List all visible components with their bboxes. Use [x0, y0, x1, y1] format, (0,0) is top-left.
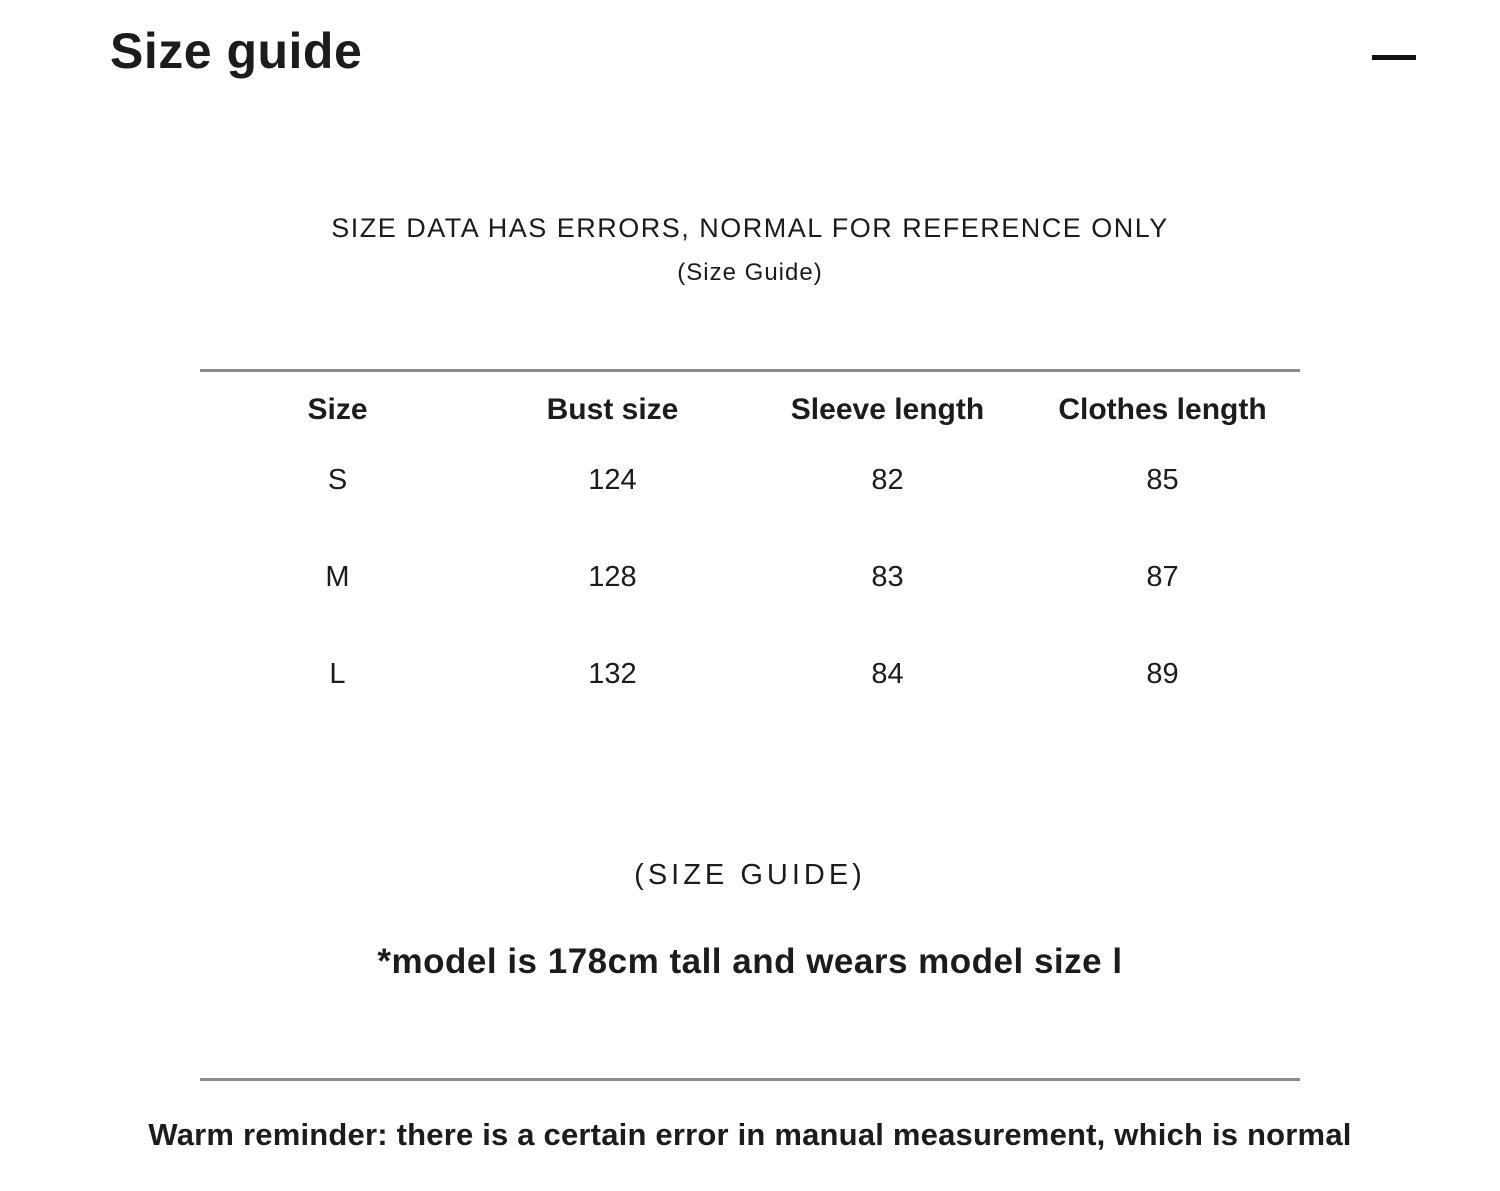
cell-bust-size: 132 [588, 658, 637, 690]
table-row [200, 529, 1300, 626]
size-guide-caption: (SIZE GUIDE) [634, 859, 866, 891]
cell-clothes-length: 85 [1146, 464, 1179, 496]
divider [200, 1078, 1300, 1081]
table-header-row [200, 388, 1300, 432]
size-notice-text: SIZE DATA HAS ERRORS, NORMAL FOR REFERENCE ONLY [331, 213, 1169, 243]
cell-clothes-length: 89 [1146, 658, 1179, 690]
cell-sleeve-length: 84 [871, 658, 904, 690]
cell-sleeve-length: 82 [871, 464, 904, 496]
table-row [200, 626, 1300, 723]
cell-size-label: S [327, 464, 348, 496]
page-title: Size guide [110, 23, 363, 79]
header-cell-sleeve-length: Sleeve length [790, 393, 985, 426]
cell-sleeve-length: 83 [871, 561, 904, 593]
header-cell-clothes-length: Clothes length [1058, 393, 1267, 426]
size-guide-subtitle: (Size Guide) [677, 259, 823, 286]
minus-icon [1372, 55, 1416, 60]
header-cell-size: Size [307, 393, 368, 426]
header-cell-bust-size: Bust size [546, 393, 679, 426]
size-table [200, 369, 1300, 723]
collapse-button[interactable] [1362, 40, 1426, 74]
cell-bust-size: 128 [588, 561, 637, 593]
table-row [200, 432, 1300, 529]
cell-clothes-length: 87 [1146, 561, 1179, 593]
cell-bust-size: 124 [588, 464, 637, 496]
cell-size-label: L [329, 658, 346, 690]
warm-reminder-text: Warm reminder: there is a certain error in manual measurement, which is normal [148, 1117, 1352, 1152]
cell-size-label: M [325, 561, 350, 593]
model-note: *model is 178cm tall and wears model size l [377, 942, 1123, 981]
